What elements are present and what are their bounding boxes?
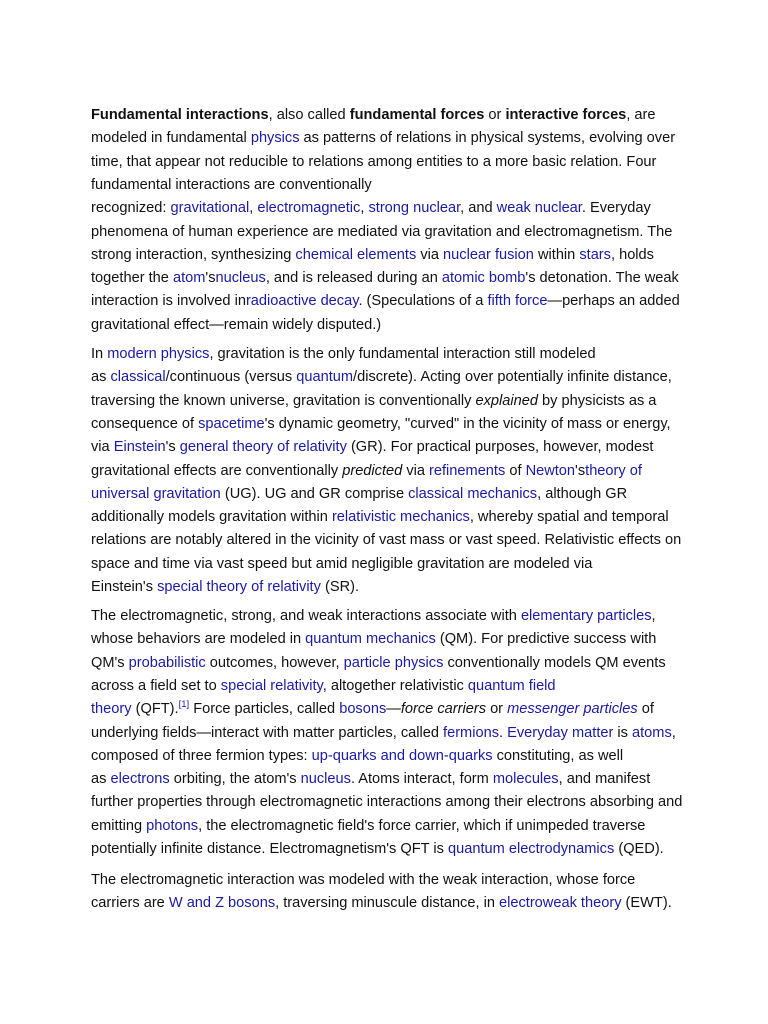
text-run: , and [460, 200, 497, 217]
text-run: predicted [342, 462, 403, 479]
text-run: emitting [91, 817, 147, 834]
inline-link[interactable]: modern physics [107, 346, 210, 362]
inline-link[interactable]: W and Z bosons [168, 895, 276, 912]
text-run: by physicists as a [538, 392, 657, 409]
text-line [91, 553, 592, 576]
inline-link[interactable]: radioactive decay [245, 293, 359, 310]
text-run: , and is released during an [265, 270, 442, 287]
text-run: fundamental interactions are conventionally [91, 176, 372, 193]
text-run: /discrete). Acting over potentially infinite distance, [353, 369, 672, 386]
text-run: . [499, 724, 508, 741]
text-run: traversing the known universe, gravitation is conventionally [91, 392, 476, 409]
text-run: of [505, 462, 526, 479]
inline-link[interactable]: nucleus [215, 270, 266, 287]
text-run: , traversing minuscule distance, in [275, 895, 499, 912]
inline-link[interactable]: spacetime [198, 415, 265, 432]
text-run: modeled in fundamental [91, 130, 251, 147]
text-run: orbiting, the atom's [169, 771, 301, 788]
text-run: , the electromagnetic field's force carrier, which if unimpeded traverse [198, 817, 646, 834]
inline-link[interactable]: universal gravitation [91, 485, 221, 502]
inline-link[interactable]: photons [146, 817, 199, 834]
text-line [91, 892, 672, 915]
text-line [91, 628, 656, 651]
text-line [91, 768, 650, 791]
text-line [91, 745, 623, 768]
text-run: gravitational effects are conventionally [91, 462, 343, 479]
text-run: (UG). UG and GR comprise [220, 485, 409, 502]
text-line [91, 197, 651, 220]
text-run: carriers are [91, 895, 169, 912]
text-run: QM's [91, 654, 129, 671]
text-line [91, 652, 666, 675]
text-line [91, 314, 381, 337]
inline-link[interactable]: gravitational [170, 200, 250, 217]
text-run: , are [626, 107, 656, 123]
inline-link[interactable]: probabilistic [128, 654, 206, 671]
inline-link[interactable]: quantum electrodynamics [447, 841, 615, 857]
inline-link[interactable]: general theory of relativity [179, 439, 347, 456]
text-run: force carriers [400, 701, 487, 718]
text-line [91, 791, 682, 814]
text-line [91, 267, 679, 290]
inline-link[interactable]: quantum [296, 369, 354, 386]
text-run: . Atoms interact, form [350, 771, 493, 788]
inline-link[interactable]: strong nuclear [368, 200, 461, 217]
text-run: underlying fields—interact with matter particles, called [91, 724, 444, 741]
text-run: conventionally models QM events [443, 654, 666, 671]
text-run: /continuous (versus [165, 369, 297, 386]
text-line [91, 529, 681, 552]
text-run: , although GR [537, 485, 628, 502]
inline-link[interactable]: chemical elements [295, 246, 417, 263]
inline-link[interactable]: Einstein [113, 439, 166, 456]
text-run: 's detonation. The weak [525, 270, 679, 287]
text-run: , altogether relativistic [322, 677, 468, 694]
text-run: or [484, 107, 506, 123]
text-line [91, 722, 676, 745]
text-run: , whereby spatial and temporal [469, 509, 669, 526]
inline-link[interactable]: refinements [429, 462, 506, 479]
text-run: via [416, 246, 444, 263]
text-line [91, 576, 359, 599]
text-run: or [486, 701, 508, 718]
inline-link[interactable]: atomic bomb [441, 270, 526, 287]
text-line [91, 869, 635, 892]
text-run: recognized: [91, 200, 171, 217]
text-run: space and time via vast speed but amid negligible gravitation are modeled via [91, 555, 593, 572]
inline-link[interactable]: messenger particles [507, 701, 638, 718]
text-run: of [637, 701, 654, 718]
text-run: together the [91, 270, 173, 287]
text-run: as [91, 369, 111, 386]
text-line [91, 390, 656, 413]
inline-link[interactable]: atom [172, 270, 206, 287]
text-run: (QFT). [131, 701, 179, 718]
text-line [91, 460, 642, 483]
inline-link[interactable]: quantum field [467, 677, 556, 694]
text-run: , also called [268, 107, 350, 123]
text-run: (EWT). [621, 895, 672, 912]
text-run: The electromagnetic, strong, and weak interactions associate with [91, 608, 521, 624]
text-run: In [91, 346, 108, 362]
text-line [91, 838, 664, 861]
text-run: (QM). For predictive success with [435, 631, 657, 648]
inline-link[interactable]: electromagnetic [257, 200, 361, 217]
text-run: interaction is involved in [91, 293, 246, 310]
text-run: gravitational effect—remain widely disputed.) [91, 316, 382, 333]
inline-link[interactable]: quantum mechanics [305, 631, 436, 648]
text-run: 's dynamic geometry, "curved" in the vicinity of mass or energy, [264, 415, 671, 432]
inline-link[interactable]: special relativity [220, 677, 323, 694]
text-run: . Everyday [581, 200, 651, 217]
inline-link[interactable]: relativistic mechanics [331, 509, 470, 526]
inline-link[interactable]: stars [579, 246, 611, 263]
inline-link[interactable]: nuclear fusion [443, 246, 534, 263]
text-line [91, 698, 654, 721]
inline-link[interactable]: physics [250, 130, 300, 147]
inline-link[interactable]: [1] [178, 699, 190, 711]
inline-link[interactable]: elementary particles [520, 608, 652, 624]
inline-link[interactable]: fifth force [487, 293, 548, 310]
text-line [91, 244, 654, 267]
text-line [91, 605, 656, 628]
text-run: Fundamental interactions [91, 107, 269, 123]
inline-link[interactable]: nucleus [300, 771, 351, 788]
text-run: composed of three fermion types: [91, 747, 312, 764]
text-run: further properties through electromagnetic interactions among their electrons absorbing and [91, 794, 683, 811]
text-run: within [533, 246, 580, 263]
text-run: Einstein's [91, 579, 158, 595]
inline-link[interactable]: bosons [339, 701, 387, 718]
text-run: as [91, 771, 111, 788]
text-run: , [360, 200, 369, 217]
inline-link[interactable]: atoms [632, 724, 672, 741]
text-line [91, 815, 645, 838]
text-line [91, 127, 675, 150]
text-run: 's [575, 462, 586, 479]
text-run: — [386, 701, 401, 718]
inline-link[interactable]: Newton [525, 462, 576, 479]
text-run: , and manifest [558, 771, 651, 788]
text-line [91, 174, 372, 197]
text-line [91, 151, 656, 174]
text-run: additionally models gravitation within [91, 509, 332, 526]
inline-link[interactable]: Everyday matter [507, 724, 614, 741]
text-run: 's [205, 270, 216, 287]
text-run: (QED). [614, 841, 664, 857]
text-run: (GR). For practical purposes, however, modest [346, 439, 654, 456]
text-run: time, that appear not reducible to relations among entities to a more basic relation. Four [91, 153, 657, 170]
inline-link[interactable]: particle physics [343, 654, 444, 671]
text-line [91, 675, 556, 698]
text-line [91, 436, 653, 459]
text-run: , [651, 608, 656, 624]
text-run: whose behaviors are modeled in [91, 631, 306, 648]
inline-link[interactable]: electrons [110, 771, 170, 788]
text-run: phenomena of human experience are mediated via gravitation and electromagnetism. The [91, 223, 673, 240]
text-run: The electromagnetic interaction was modeled with the weak interaction, whose force [91, 872, 636, 888]
inline-link[interactable]: weak nuclear [496, 200, 582, 217]
inline-link[interactable]: special theory of relativity [157, 579, 321, 595]
text-line [91, 483, 627, 506]
text-run: via [91, 439, 114, 456]
text-run: potentially infinite distance. Electromagnetism's QFT is [91, 841, 448, 857]
text-run: via [402, 462, 430, 479]
inline-link[interactable]: theory [91, 701, 132, 718]
text-run: interactive forces [505, 107, 627, 123]
inline-link[interactable]: electroweak theory [499, 895, 622, 912]
text-run: relations are notably altered in the vicinity of vast mass or vast speed. Relativistic effects on [91, 532, 682, 549]
text-run: across a field set to [91, 677, 221, 694]
text-run: 's [165, 439, 180, 456]
text-run: is [613, 724, 633, 741]
inline-link[interactable]: classical mechanics [408, 485, 538, 502]
text-run: , [249, 200, 258, 217]
text-line [91, 104, 656, 127]
text-run: fundamental forces [349, 107, 485, 123]
text-run: —perhaps an added [547, 293, 680, 310]
text-run: Force particles, called [189, 701, 340, 718]
text-run: , gravitation is the only fundamental interaction still modeled [209, 346, 596, 362]
text-run: . (Speculations of a [358, 293, 488, 310]
text-line [91, 413, 671, 436]
text-run: consequence of [91, 415, 199, 432]
text-run: , [671, 724, 676, 741]
inline-link[interactable]: molecules [492, 771, 559, 788]
text-run: outcomes, however, [205, 654, 344, 671]
inline-link[interactable]: classical [110, 369, 166, 386]
text-line [91, 221, 672, 244]
inline-link[interactable]: fermions [443, 724, 499, 741]
text-line [91, 366, 672, 389]
text-run: strong interaction, synthesizing [91, 246, 296, 263]
inline-link[interactable]: up-quarks and down-quarks [311, 747, 493, 764]
text-run: (SR). [320, 579, 360, 595]
text-line [91, 290, 680, 313]
text-run: , holds [610, 246, 654, 263]
inline-link[interactable]: theory of [585, 462, 642, 479]
text-run: as patterns of relations in physical systems, evolving over [299, 130, 676, 147]
text-run: constituting, as well [492, 747, 624, 764]
text-line [91, 343, 596, 366]
text-run: explained [475, 392, 538, 409]
text-line [91, 506, 669, 529]
